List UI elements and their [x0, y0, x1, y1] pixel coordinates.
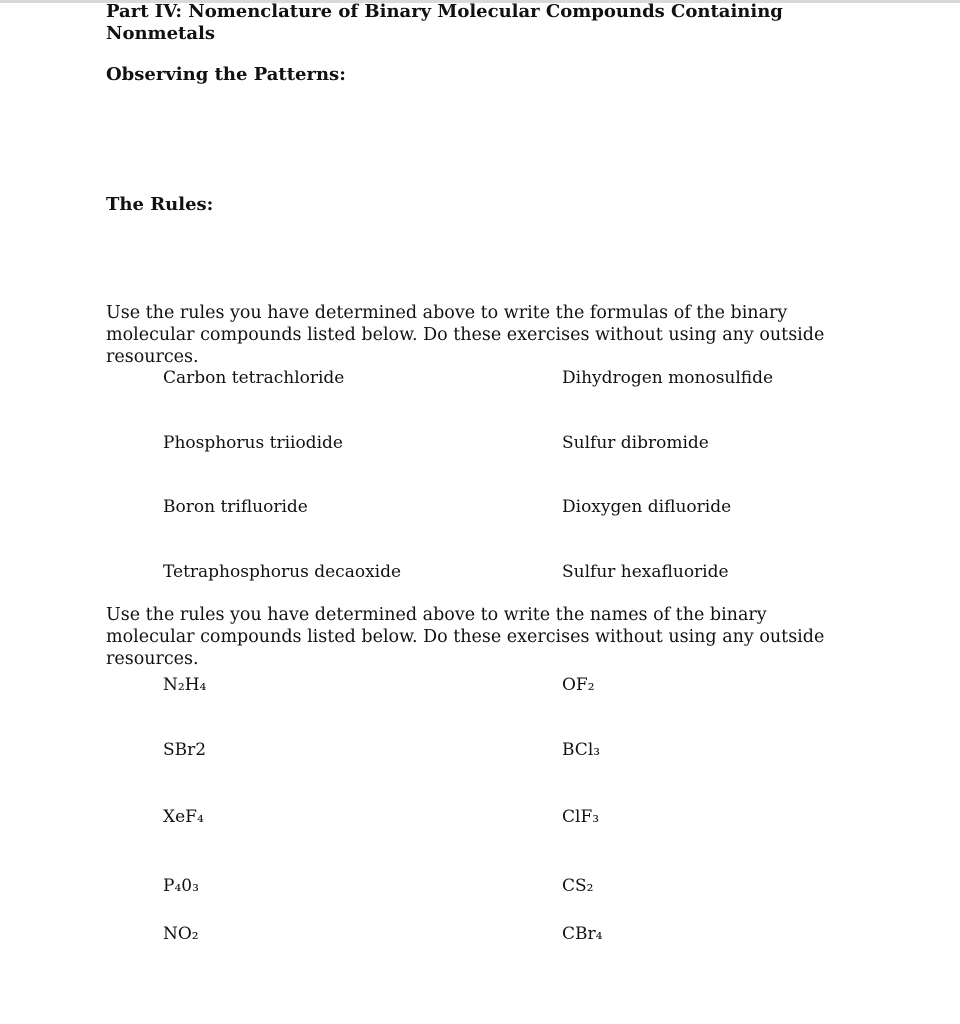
- formula-item-phosphorus-triiodide: Phosphorus triiodide: [163, 433, 343, 453]
- name-item-cbr4: CBr₄: [562, 924, 603, 944]
- formula-item-boron-trifluoride: Boron trifluoride: [163, 497, 308, 517]
- name-item-of2: OF₂: [562, 675, 595, 695]
- name-item-no2: NO₂: [163, 924, 199, 944]
- formula-item-tetraphosphorus-decaoxide: Tetraphosphorus decaoxide: [163, 562, 402, 582]
- name-item-sbr2: SBr2: [163, 740, 207, 760]
- name-item-p4o3: P₄0₃: [163, 876, 199, 896]
- observing-heading: Observing the Patterns:: [106, 64, 346, 85]
- name-item-n2h4: N₂H₄: [163, 675, 207, 695]
- formula-item-dioxygen-difluoride: Dioxygen difluoride: [562, 497, 732, 517]
- formula-item-sulfur-dibromide: Sulfur dibromide: [562, 433, 709, 453]
- formula-item-carbon-tetrachloride: Carbon tetrachloride: [163, 368, 345, 388]
- names-instructions: Use the rules you have determined above to write the names of the binary molecular compounds listed below. Do these exercises without using any outside resources.: [106, 605, 825, 669]
- page-title: Part IV: Nomenclature of Binary Molecular Compounds Containing Nonmetals: [106, 1, 783, 44]
- rules-heading: The Rules:: [106, 194, 214, 215]
- formulas-instructions: Use the rules you have determined above to write the formulas of the binary molecular compounds listed below. Do these exercises without using any outside resources.: [106, 303, 825, 367]
- name-item-cs2: CS₂: [562, 876, 594, 896]
- name-item-clf3: ClF₃: [562, 807, 600, 827]
- formula-item-dihydrogen-monosulfide: Dihydrogen monosulfide: [562, 368, 774, 388]
- name-item-bcl3: BCl₃: [562, 740, 601, 760]
- name-item-xef4: XeF₄: [163, 807, 204, 827]
- formula-item-sulfur-hexafluoride: Sulfur hexafluoride: [562, 562, 729, 582]
